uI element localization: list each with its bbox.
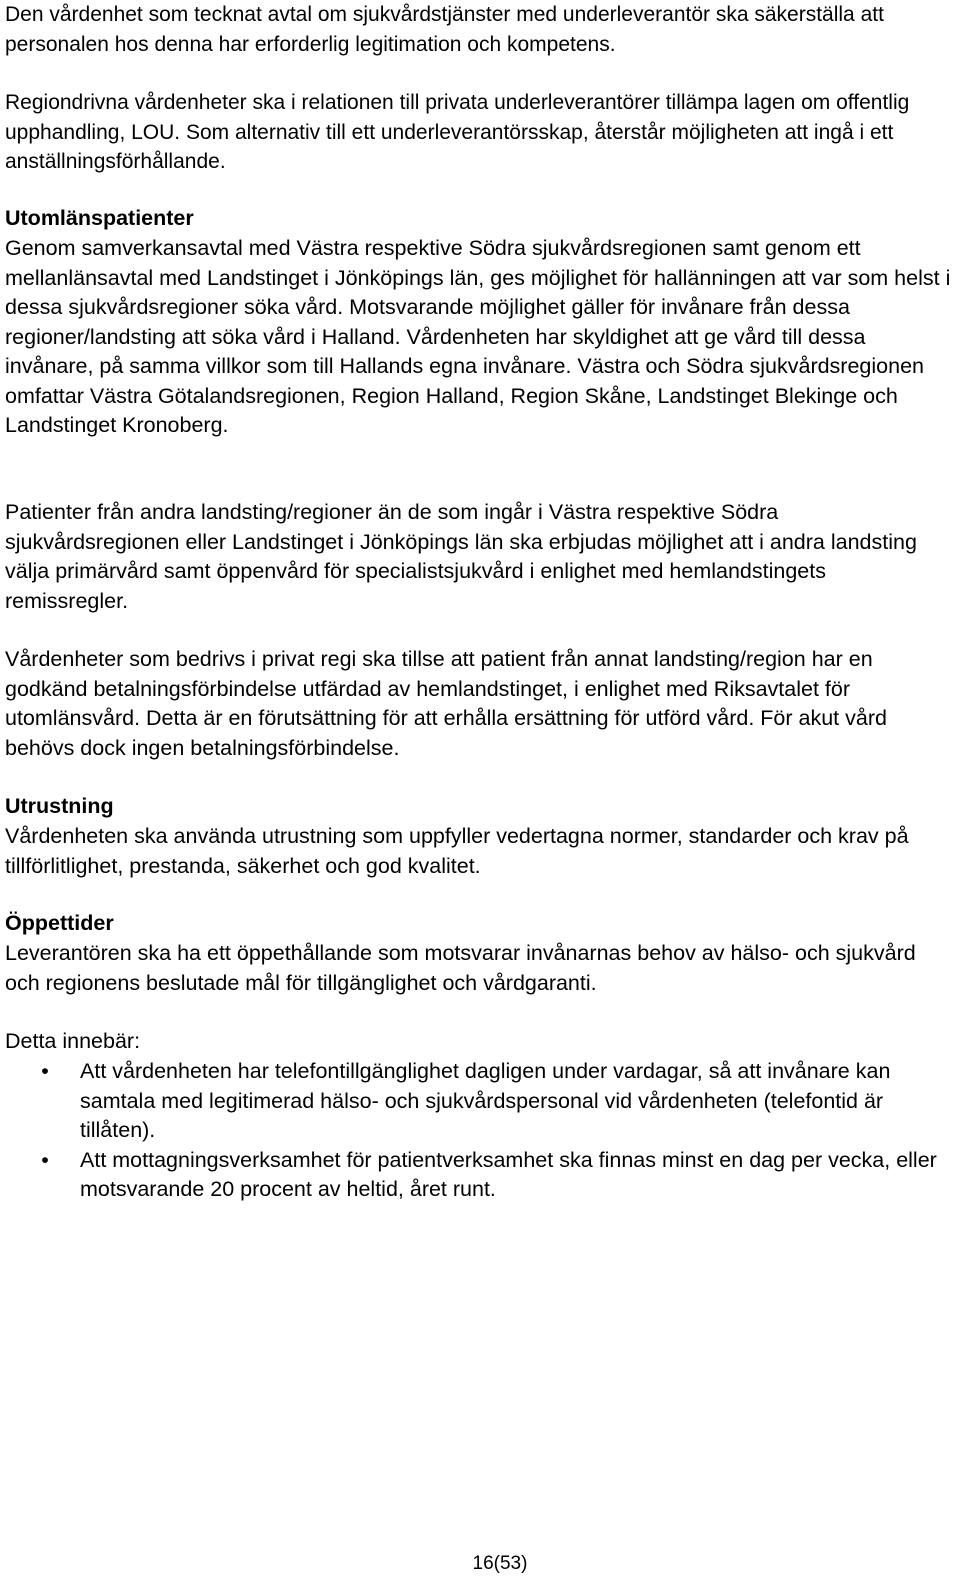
oppettider-bullet-list: [5, 1057, 955, 1205]
heading-utrustning: Utrustning: [5, 794, 114, 818]
list-item: [5, 1146, 955, 1205]
bullet-icon: •: [41, 1147, 49, 1172]
utomlans-paragraph-3: Vårdenheter som bedrivs i privat regi ska tillse att patient från annat landsting/region har en godkänd betalningsförbindelse utfärdad av hemlandstinget, i enlighet med Riksavtalet för utomlänsvård. Detta är en förutsättning för att erhålla ersättning för utförd vård. För akut vård behövs dock ingen betalningsförbindelse.: [5, 647, 887, 760]
utrustning-paragraph: Vårdenheten ska använda utrustning som uppfyller vedertagna normer, standarder och krav på tillförlitlighet, prestanda, säkerhet och god kvalitet.: [5, 824, 909, 878]
bullet-icon: •: [41, 1059, 49, 1083]
bullet-text: Att mottagningsverksamhet för patientverksamhet ska finnas minst en dag per vecka, eller motsvarande 20 procent av heltid, året runt.: [80, 1147, 937, 1201]
intro-paragraph-1: Den vårdenhet som tecknat avtal om sjukvårdstjänster med underleverantör ska säkerställa att personalen hos denna har erforderlig legitimation och kompetens.: [5, 3, 884, 56]
intro-paragraph-2: Regiondrivna vårdenheter ska i relationen till privata underleverantörer tillämpa lagen om offentlig upphandling, LOU. Som alternativ till ett underleverantörsskap, återstår möjligheten att ingå i ett anställningsförhållande.: [5, 91, 910, 173]
utomlans-paragraph-2: Patienter från andra landsting/regioner än de som ingår i Västra respektive Södra sjukvårdsregionen eller Landstinget i Jönköpings län ska erbjudas möjlighet att i andra landsting välja primärvård samt öppenvård för specialistsjukvård i enlighet med hemlandstingets remissregler.: [5, 500, 917, 613]
heading-oppettider: Öppettider: [5, 911, 114, 935]
heading-utomlanspatienter: Utomlänspatienter: [5, 206, 194, 230]
detta-innebar-label: Detta innebär:: [5, 1029, 141, 1053]
utomlans-paragraph-1: Genom samverkansavtal med Västra respektive Södra sjukvårdsregionen samt genom ett mellanlänsavtal med Landstinget i Jönköpings län, ges möjlighet för hallänningen att var som helst i dessa sjukvårdsregioner söka vård. Motsvarande möjlighet gäller för invånare från dessa regioner/landsting att söka vård i Halland. Vårdenheten har skyldighet att ge vård till dessa invånare, på samma villkor som till Hallands egna invånare. Västra och Södra sjukvårdsregionen omfattar Västra Götalandsregionen, Region Halland, Region Skåne, Landstinget Blekinge och Landstinget Kronoberg.: [5, 236, 951, 437]
bullet-text: Att vårdenheten har telefontillgänglighet dagligen under vardagar, så att invånare kan samtala med legitimerad hälso- och sjukvårdspersonal vid vårdenheten (telefontid är tillåten).: [80, 1059, 891, 1142]
list-item: [5, 1057, 955, 1146]
oppettider-paragraph: Leverantören ska ha ett öppethållande som motsvarar invånarnas behov av hälso- och sjukvård och regionens beslutade mål för tillgänglighet och vårdgaranti.: [5, 941, 916, 995]
page-number: 16(53): [472, 1553, 528, 1574]
